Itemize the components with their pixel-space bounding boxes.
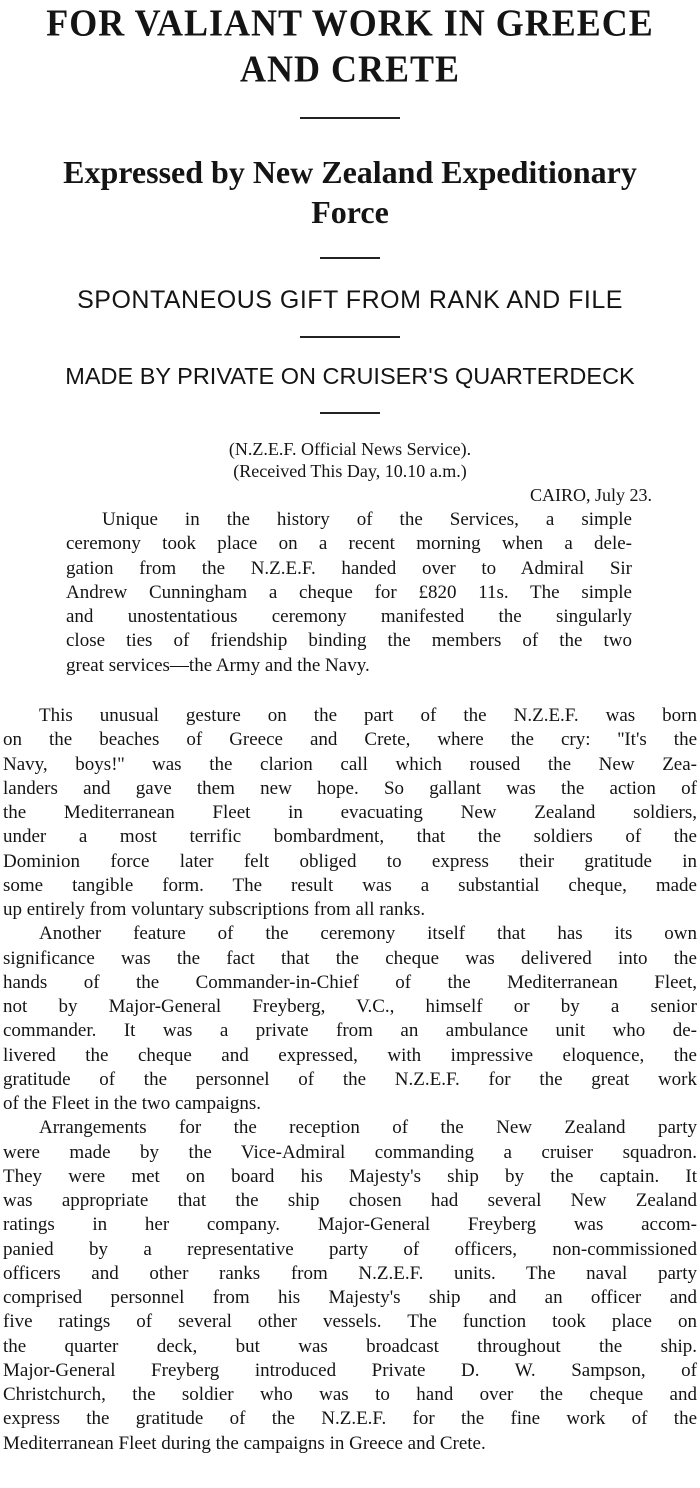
deck-heading-2: MADE BY PRIVATE ON CRUISER'S QUARTERDECK bbox=[65, 363, 635, 389]
text-line: Unique in the history of the Services, a simple bbox=[102, 509, 632, 530]
text-line: panied by a representative party of officers, non-commissioned bbox=[3, 1238, 697, 1260]
text-line: Andrew Cunningham a cheque for £820 11s. The simple bbox=[66, 581, 632, 603]
text-line: ratings in her company. Major-General Freyberg was accom- bbox=[3, 1214, 697, 1236]
text-line: Christchurch, the soldier who was to hand over the cheque and bbox=[3, 1384, 697, 1405]
dateline-place: CAIRO, July 23. bbox=[529, 485, 652, 505]
text-line: five ratings of several other vessels. The function took place on bbox=[3, 1311, 697, 1333]
text-line: of the Fleet in the two campaigns. bbox=[3, 1093, 262, 1114]
text-line: express the gratitude of the N.Z.E.F. for the fine work of the bbox=[3, 1408, 697, 1430]
text-line: were made by the Vice-Admiral commanding a cruiser squadron. bbox=[3, 1141, 697, 1163]
text-line: the Mediterranean Fleet in evacuating New Zealand soldiers, bbox=[3, 802, 697, 823]
headline bbox=[0, 0, 700, 92]
text-line: Another feature of the ceremony itself that has its own bbox=[39, 923, 697, 945]
headline-line-1: FOR VALIANT WORK IN GREECE bbox=[46, 1, 654, 44]
paragraph bbox=[3, 704, 697, 922]
article-body bbox=[3, 704, 697, 1456]
subheadline-line-2: Force bbox=[311, 194, 389, 230]
text-line: Major-General Freyberg introduced Private D. W. Sampson, of bbox=[3, 1359, 697, 1381]
text-line: on the beaches of Greece and Crete, where the cry: ''It's the bbox=[3, 729, 697, 751]
headline-line-2: AND CRETE bbox=[239, 48, 461, 91]
credit-received: (Received This Day, 10.10 a.m.) bbox=[233, 461, 467, 481]
text-line: They were met on board his Majesty's ship by the captain. It bbox=[3, 1165, 697, 1187]
text-line: not by Major-General Freyberg, V.C., himself or by a senior bbox=[3, 996, 697, 1017]
lead-paragraph bbox=[66, 508, 632, 678]
text-line: gratitude of the personnel of the N.Z.E.F. for the great work bbox=[3, 1068, 697, 1090]
text-line: significance was the fact that the cheque was delivered into the bbox=[3, 947, 697, 969]
divider-rule-small bbox=[300, 336, 400, 338]
text-line: officers and other ranks from N.Z.E.F. units. The naval party bbox=[3, 1262, 697, 1284]
text-line: Dominion force later felt obliged to express their gratitude in bbox=[3, 850, 697, 872]
text-line: some tangible form. The result was a substantial cheque, made bbox=[3, 874, 697, 896]
text-line: This unusual gesture on the part of the N.Z.E.F. was born bbox=[39, 705, 697, 726]
text-line: Mediterranean Fleet during the campaigns in Greece and Crete. bbox=[3, 1432, 486, 1454]
divider-rule bbox=[300, 117, 400, 119]
text-line: gation from the N.Z.E.F. handed over to Admiral Sir bbox=[66, 557, 632, 579]
text-line: was appropriate that the ship chosen had several New Zealand bbox=[3, 1190, 697, 1211]
paragraph bbox=[3, 922, 697, 1116]
text-line: under a most terrific bombardment, that the soldiers of the bbox=[3, 826, 697, 848]
text-line: hands of the Commander-in-Chief of the Mediterranean Fleet, bbox=[3, 971, 697, 993]
text-line: ceremony took place on a recent morning when a dele- bbox=[66, 533, 632, 555]
subheadline-line-1: Expressed by New Zealand Expeditionary bbox=[63, 154, 637, 190]
text-line: landers and gave them new hope. So gallant was the action of bbox=[3, 777, 697, 799]
text-line: and unostentatious ceremony manifested the singularly bbox=[66, 606, 632, 627]
divider-rule-short bbox=[320, 257, 380, 259]
text-line: great services—the Army and the Navy. bbox=[66, 654, 370, 676]
text-line: comprised personnel from his Majesty's ship and an officer and bbox=[3, 1287, 697, 1308]
credit-service: (N.Z.E.F. Official News Service). bbox=[228, 439, 472, 459]
text-line: Arrangements for the reception of the New Zealand party bbox=[39, 1117, 697, 1139]
text-line: commander. It was a private from an ambulance unit who de- bbox=[3, 1020, 697, 1042]
paragraph bbox=[3, 1116, 697, 1456]
text-line: close ties of friendship binding the members of the two bbox=[66, 630, 632, 652]
text-line: the quarter deck, but was broadcast throughout the ship. bbox=[3, 1335, 697, 1357]
text-line: livered the cheque and expressed, with impressive eloquence, the bbox=[3, 1044, 697, 1066]
text-line: up entirely from voluntary subscriptions from all ranks. bbox=[3, 899, 426, 920]
deck-heading-1: SPONTANEOUS GIFT FROM RANK AND FILE bbox=[77, 286, 623, 314]
text-line: Navy, boys!'' was the clarion call which roused the New Zea- bbox=[3, 753, 697, 775]
divider-rule-bottom bbox=[320, 412, 380, 414]
subheadline bbox=[0, 152, 700, 232]
